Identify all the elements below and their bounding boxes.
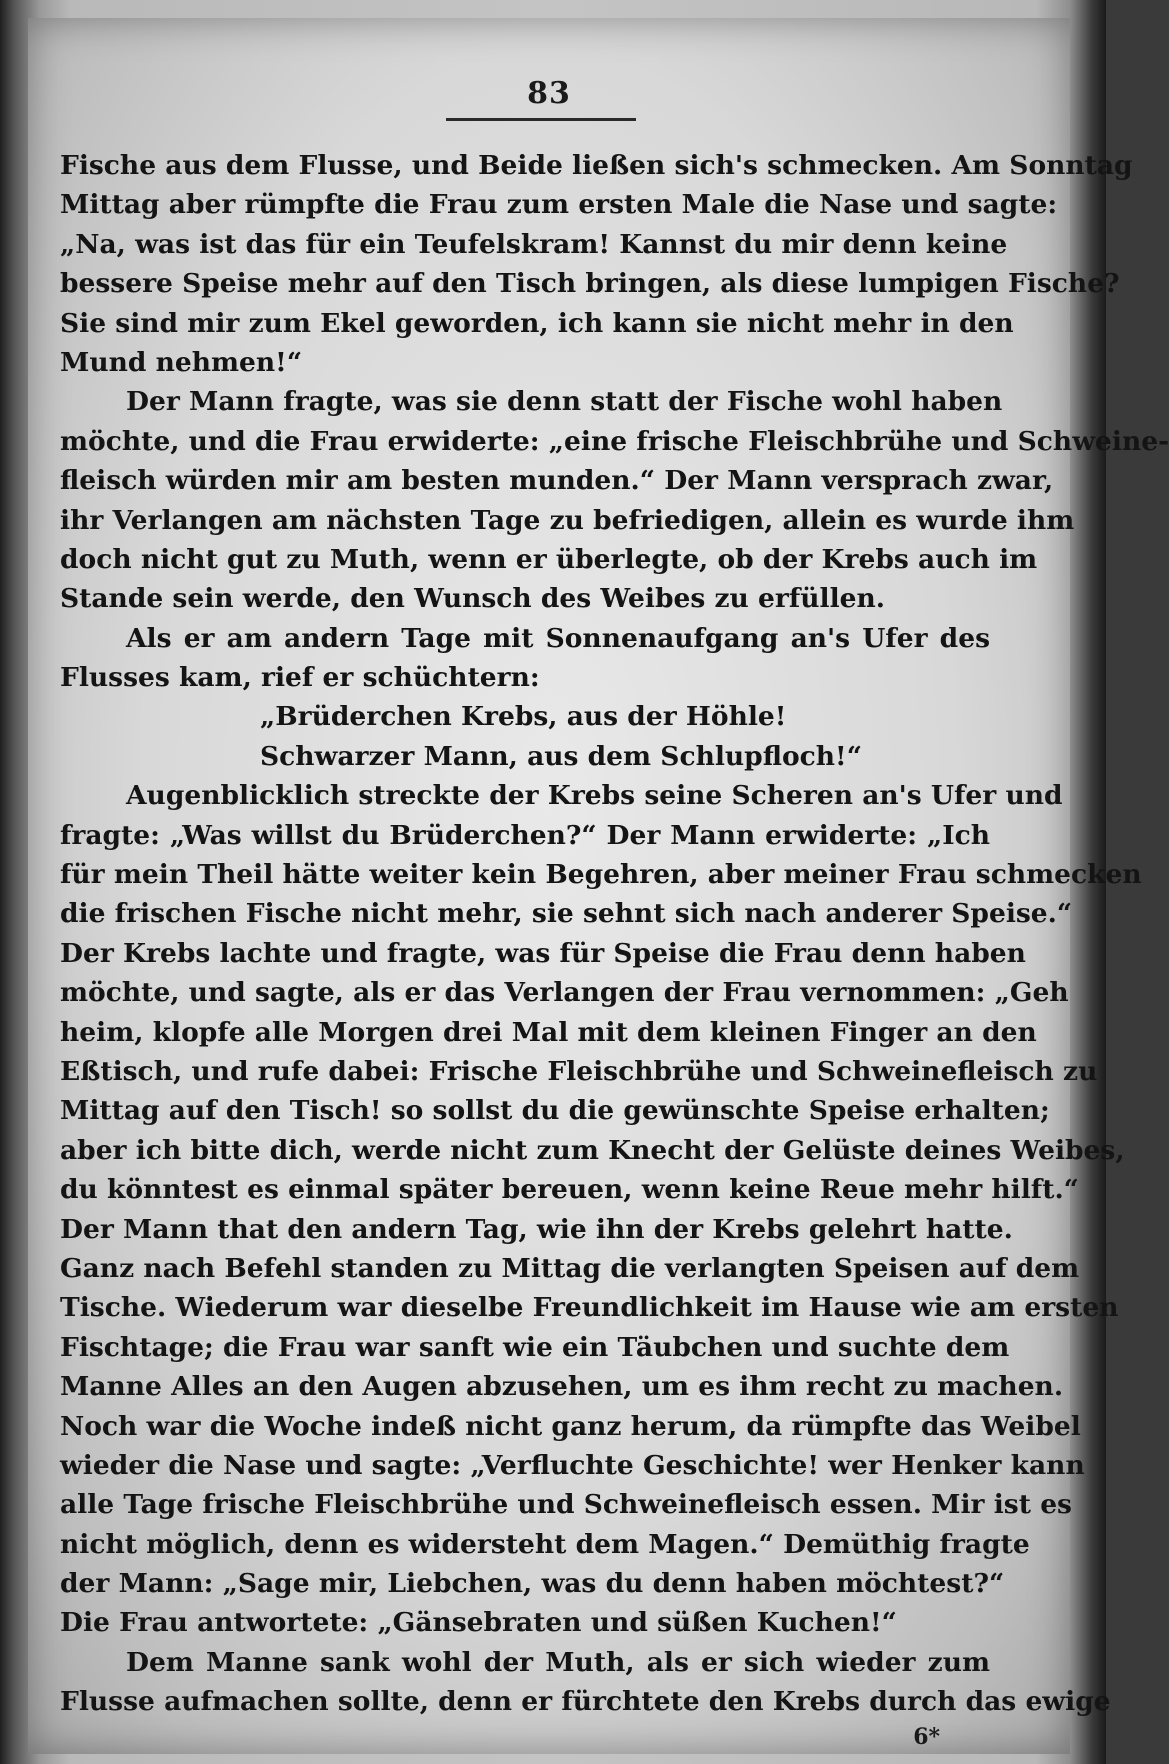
text-line: möchte, und die Frau erwiderte: „eine frische Fleischbrühe und Schweine- (60, 425, 1169, 457)
text-line: heim, klopfe alle Morgen drei Mal mit dem kleinen Finger an den (60, 1016, 1037, 1048)
text-line: Mund nehmen!“ (60, 346, 303, 378)
text-line: Flusse aufmachen sollte, denn er fürchtete den Krebs durch das ewige (60, 1686, 1111, 1718)
text-line: Die Frau antwortete: „Gänsebraten und süßen Kuchen!“ (60, 1607, 897, 1639)
text-line: Tische. Wiederum war dieselbe Freundlichkeit im Hause wie am ersten (60, 1292, 1119, 1324)
text-line: Sie sind mir zum Ekel geworden, ich kann sie nicht mehr in den (60, 307, 1014, 339)
text-line: Dem Manne sank wohl der Muth, als er sich wieder zum (126, 1646, 990, 1678)
text-line: bessere Speise mehr auf den Tisch bringen, als diese lumpigen Fische? (60, 268, 1120, 300)
text-line: Flusses kam, rief er schüchtern: (60, 662, 540, 694)
text-line: Eßtisch, und rufe dabei: Frische Fleischbrühe und Schweinefleisch zu (60, 1055, 1098, 1087)
text-line: Fische aus dem Flusse, und Beide ließen sich's schmecken. Am Sonntag (60, 150, 1133, 181)
text-line: Mittag aber rümpfte die Frau zum ersten Male die Nase und sagte: (60, 189, 1058, 221)
text-line: die frischen Fische nicht mehr, sie sehnt sich nach anderer Speise.“ (60, 898, 1073, 930)
text-line: du könntest es einmal später bereuen, wenn keine Reue mehr hilft.“ (60, 1174, 1079, 1206)
text-line: möchte, und sagte, als er das Verlangen der Frau vernommen: „Geh (60, 977, 1069, 1009)
text-line: fragte: „Was willst du Brüderchen?“ Der Mann erwiderte: „Ich (60, 819, 990, 851)
text-line: Der Krebs lachte und fragte, was für Speise die Frau denn haben (60, 937, 1026, 969)
text-line: Stande sein werde, den Wunsch des Weibes zu erfüllen. (60, 583, 886, 615)
text-line: fleisch würden mir am besten munden.“ Der Mann versprach zwar, (60, 465, 1054, 497)
text-line: Noch war die Woche indeß nicht ganz herum, da rümpfte das Weibel (60, 1410, 1081, 1442)
text-line: wieder die Nase und sagte: „Verfluchte Geschichte! wer Henker kann (60, 1449, 1085, 1481)
text-line: doch nicht gut zu Muth, wenn er überlegte, ob der Krebs auch im (60, 543, 1038, 575)
text-line: der Mann: „Sage mir, Liebchen, was du denn haben möchtest?“ (60, 1568, 1005, 1600)
body-text (60, 146, 1169, 1722)
page-number: 83 (527, 76, 571, 111)
text-line: Ganz nach Befehl standen zu Mittag die verlangten Speisen auf dem (60, 1252, 1080, 1284)
text-line: Augenblicklich streckte der Krebs seine Scheren an's Ufer und (126, 780, 1063, 812)
book-page (28, 18, 1169, 1754)
signature-mark: 6* (913, 1724, 940, 1750)
text-line: aber ich bitte dich, werde nicht zum Knecht der Gelüste deines Weibes, (60, 1134, 1125, 1166)
text-line: Mittag auf den Tisch! so sollst du die gewünschte Speise erhalten; (60, 1095, 1050, 1127)
text-line: alle Tage frische Fleischbrühe und Schweinefleisch essen. Mir ist es (60, 1489, 1072, 1521)
text-line: für mein Theil hätte weiter kein Begehren, aber meiner Frau schmecken (60, 859, 1142, 891)
text-line: nicht möglich, denn es widersteht dem Magen.“ Demüthig fragte (60, 1528, 1030, 1560)
text-line: Manne Alles an den Augen abzusehen, um es ihm recht zu machen. (60, 1371, 1064, 1403)
text-line: Schwarzer Mann, aus dem Schlupfloch!“ (260, 740, 862, 772)
text-line: „Brüderchen Krebs, aus der Höhle! (260, 701, 787, 733)
page-number-rule (446, 118, 636, 121)
text-line: Der Mann that den andern Tag, wie ihn der Krebs gelehrt hatte. (60, 1213, 1013, 1245)
text-line: ihr Verlangen am nächsten Tage zu befriedigen, allein es wurde ihm (60, 504, 1075, 536)
text-line: Als er am andern Tage mit Sonnenaufgang an's Ufer des (126, 622, 990, 654)
text-line: Der Mann fragte, was sie denn statt der Fische wohl haben (126, 386, 1003, 418)
text-line: „Na, was ist das für ein Teufelskram! Kannst du mir denn keine (60, 228, 1008, 260)
text-line: Fischtage; die Frau war sanft wie ein Täubchen und suchte dem (60, 1331, 1010, 1363)
